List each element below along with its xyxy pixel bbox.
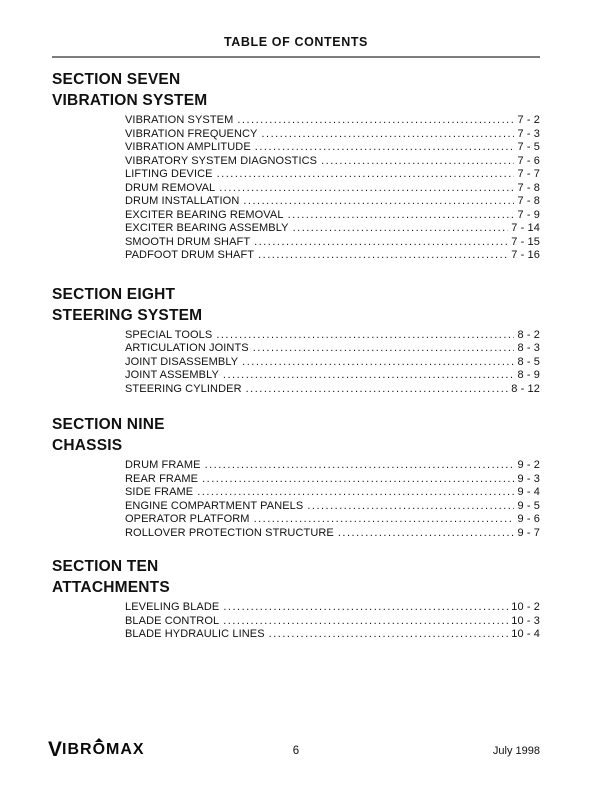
footer-page-number: 6 [292,745,300,757]
dot-leader [307,500,514,514]
entry-title: JOINT DISASSEMBLY [125,355,239,368]
toc-entry [125,601,540,615]
toc-entry [125,383,540,397]
entry-page-number: 9 - 3 [517,472,540,485]
toc-entry [125,513,540,527]
section-entries [52,329,540,397]
toc-entry [125,182,540,196]
entry-page-number: 7 - 8 [517,195,540,207]
entry-title: DRUM REMOVAL [125,181,216,194]
entry-title: SPECIAL TOOLS [125,328,213,341]
entry-page-number: 7 - 14 [511,222,540,234]
entry-page-number: 9 - 6 [517,513,540,525]
dot-leader [246,383,509,397]
toc-entry [125,128,540,142]
dot-leader [197,486,514,500]
section-heading-line2: VIBRATION SYSTEM [52,92,208,109]
entry-page-number: 7 - 5 [517,141,540,153]
section-entries [52,459,540,540]
dot-leader [243,195,514,209]
page-footer [48,738,540,761]
dot-leader [293,222,509,236]
entry-title: VIBRATORY SYSTEM DIAGNOSTICS [125,154,318,167]
section-heading-line2: CHASSIS [52,437,123,454]
dot-leader [223,601,508,615]
dot-leader [202,473,514,487]
entry-page-number: 8 - 9 [517,369,540,381]
section-entries [52,601,540,642]
entry-page-number: 7 - 15 [511,235,540,248]
toc-section-seven [52,69,540,263]
toc-entry [125,527,540,541]
dot-leader [223,615,508,629]
dot-leader [255,141,515,155]
toc-entry [125,342,540,356]
toc-entry [125,369,540,383]
dot-leader [217,168,515,182]
entry-page-number: 7 - 2 [517,114,540,126]
entry-page-number: 10 - 2 [511,601,540,613]
section-heading-line1: SECTION NINE [52,416,165,433]
entry-page-number: 7 - 3 [517,127,540,140]
toc-entry [125,615,540,629]
entry-title: EXCITER BEARING REMOVAL [125,208,284,221]
entry-page-number: 7 - 7 [517,168,540,180]
entry-title: JOINT ASSEMBLY [125,369,219,381]
header-divider [52,56,540,58]
dot-leader [254,513,515,527]
toc-entry [125,249,540,263]
section-heading [52,414,540,456]
entry-page-number: 7 - 8 [517,181,540,194]
entry-page-number: 8 - 3 [517,342,540,354]
entry-page-number: 7 - 9 [517,208,540,221]
dot-leader [237,114,514,128]
dot-leader [288,209,515,223]
toc-entry [125,236,540,250]
entry-page-number: 8 - 12 [511,382,540,395]
entry-title: VIBRATION FREQUENCY [125,127,258,140]
entry-title: REAR FRAME [125,472,199,485]
section-entries [52,114,540,263]
dot-leader [254,236,508,250]
toc-entry [125,473,540,487]
toc-entry [125,329,540,343]
toc-entry [125,209,540,223]
entry-page-number: 9 - 5 [517,499,540,512]
entry-page-number: 10 - 3 [511,614,540,627]
entry-title: LIFTING DEVICE [125,168,213,180]
entry-title: ARTICULATION JOINTS [125,342,249,354]
toc-entry [125,114,540,128]
vibromax-logo [48,738,145,761]
toc-entry [125,155,540,169]
dot-leader [262,128,515,142]
entry-title: ENGINE COMPARTMENT PANELS [125,499,304,512]
section-heading-line2: ATTACHMENTS [52,579,170,596]
entry-title: ROLLOVER PROTECTION STRUCTURE [125,526,334,539]
entry-page-number: 9 - 2 [517,459,540,471]
entry-title: PADFOOT DRUM SHAFT [125,249,255,261]
toc-section-ten [52,556,540,642]
entry-page-number: 8 - 2 [517,328,540,341]
entry-page-number: 10 - 4 [511,628,540,640]
section-heading [52,69,540,111]
logo-letter-v: V [48,738,64,761]
dot-leader [219,182,514,196]
section-heading-line1: SECTION TEN [52,558,159,575]
toc-entry [125,459,540,473]
toc-section-nine [52,414,540,540]
entry-title: LEVELING BLADE [125,601,220,613]
entry-title: BLADE HYDRAULIC LINES [125,628,265,640]
toc-entry [125,141,540,155]
toc-entry [125,486,540,500]
section-heading [52,284,540,326]
toc-content [52,0,540,642]
entry-title: DRUM INSTALLATION [125,195,240,207]
dot-leader [258,249,508,263]
entry-title: DRUM FRAME [125,459,201,471]
entry-title: OPERATOR PLATFORM [125,513,250,525]
toc-entry [125,222,540,236]
toc-entry [125,195,540,209]
dot-leader [223,369,515,383]
section-heading-line1: SECTION EIGHT [52,285,176,303]
toc-entry [125,356,540,370]
logo-letter-o-with-caret: O [92,741,107,758]
entry-page-number: 7 - 16 [511,249,540,261]
section-heading [52,556,540,598]
toc-entry [125,500,540,514]
dot-leader [216,329,514,343]
section-heading-line2: STEERING SYSTEM [52,306,203,324]
entry-title: STEERING CYLINDER [125,382,242,395]
dot-leader [205,459,515,473]
entry-title: VIBRATION SYSTEM [125,114,234,126]
section-heading-line1: SECTION SEVEN [52,71,181,88]
toc-section-eight [52,284,540,397]
entry-page-number: 8 - 5 [517,355,540,368]
logo-letters-ibr: IBR [62,741,93,758]
dot-leader [253,342,515,356]
toc-entry [125,628,540,642]
dot-leader [242,356,514,370]
entry-page-number: 9 - 7 [517,526,540,539]
dot-leader [321,155,514,169]
entry-page-number: 9 - 4 [517,486,540,498]
entry-title: VIBRATION AMPLITUDE [125,141,251,153]
page-title: TABLE OF CONTENTS [224,35,368,49]
entry-title: BLADE CONTROL [125,614,220,627]
entry-page-number: 7 - 6 [517,154,540,167]
entry-title: SMOOTH DRUM SHAFT [125,235,251,248]
dot-leader [338,527,515,541]
logo-letters-max: MAX [106,741,145,758]
entry-title: SIDE FRAME [125,486,194,498]
dot-leader [269,628,509,642]
toc-entry [125,168,540,182]
entry-title: EXCITER BEARING ASSEMBLY [125,222,289,234]
footer-date: July 1998 [492,745,540,757]
